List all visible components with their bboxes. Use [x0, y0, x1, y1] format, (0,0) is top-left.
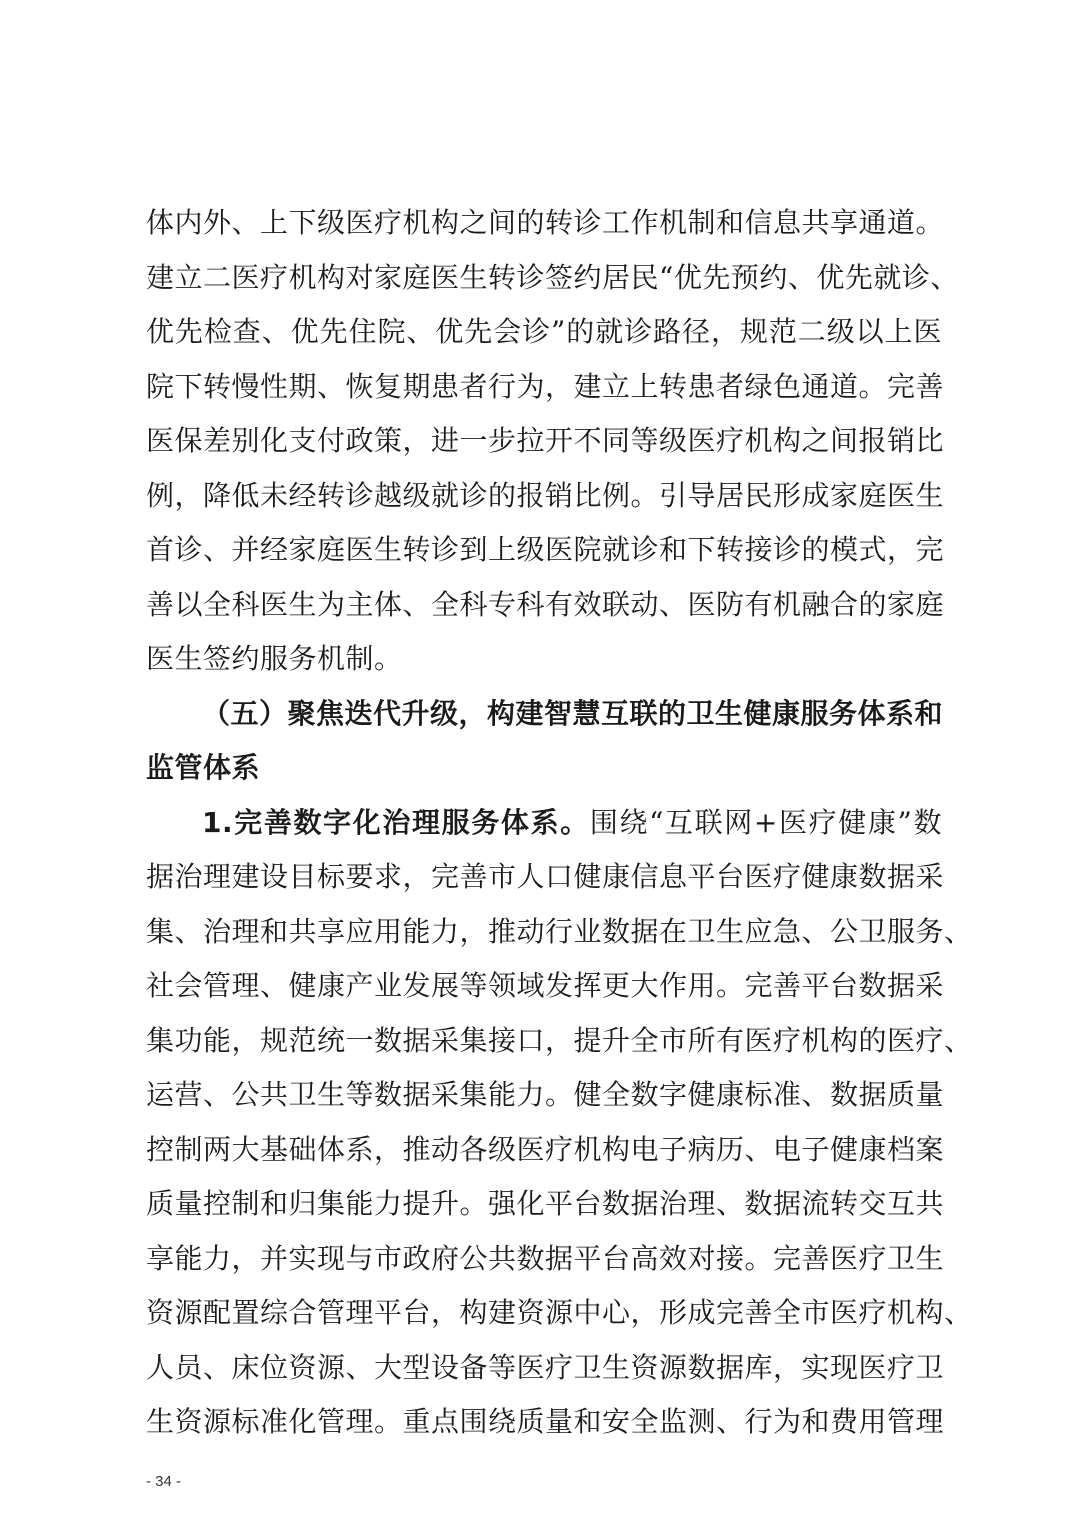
paragraph-line: 建立二医疗机构对家庭医生转诊签约居民“优先预约、优先就诊、 — [146, 260, 959, 294]
item-lead: 1.完善数字化治理服务体系。 — [202, 805, 590, 839]
paragraph-line: 质量控制和归集能力提升。强化平台数据治理、数据流转交互共 — [146, 1187, 945, 1220]
paragraph-line: 善以全科医生为主体、全科专科有效联动、医防有机融合的家庭 — [146, 587, 945, 621]
paragraph-line: 优先检查、优先住院、优先会诊”的就诊路径，规范二级以上医 — [146, 315, 942, 348]
paragraph-line: 运营、公共卫生等数据采集能力。健全数字健康标准、数据质量 — [146, 1078, 945, 1111]
paragraph-line: 社会管理、健康产业发展等领域发挥更大作用。完善平台数据采 — [146, 969, 945, 1002]
body-text — [146, 196, 973, 1450]
paragraph-line: 医生签约服务机制。 — [146, 642, 403, 675]
paragraph-line: 集、治理和共享应用能力，推动行业数据在卫生应急、公卫服务、 — [146, 914, 973, 948]
section-heading: 监管体系 — [146, 751, 261, 784]
section-heading: （五）聚焦迭代升级，构建智慧互联的卫生健康服务体系和 — [202, 696, 944, 730]
paragraph-line: 体内外、上下级医疗机构之间的转诊工作机制和信息共享通道。 — [146, 206, 945, 239]
paragraph-line: 人员、床位资源、大型设备等医疗卫生资源数据库，实现医疗卫 — [146, 1350, 945, 1384]
paragraph-line: 控制两大基础体系，推动各级医疗机构电子病历、电子健康档案 — [146, 1132, 945, 1166]
item-first-rest: 围绕“互联网+医疗健康”数 — [589, 805, 942, 839]
paragraph-line: 例，降低未经转诊越级就诊的报销比例。引导居民形成家庭医生 — [146, 478, 945, 512]
paragraph-line: 医保差别化支付政策，进一步拉开不同等级医疗机构之间报销比 — [146, 424, 945, 457]
paragraph-line: 享能力，并实现与市政府公共数据平台高效对接。完善医疗卫生 — [146, 1241, 945, 1275]
paragraph-line: 生资源标准化管理。重点围绕质量和安全监测、行为和费用管理 — [146, 1405, 945, 1438]
paragraph-line: 集功能，规范统一数据采集接口，提升全市所有医疗机构的医疗、 — [146, 1023, 973, 1057]
paragraph-line: 院下转慢性期、恢复期患者行为，建立上转患者绿色通道。完善 — [146, 369, 945, 403]
item-first-line — [146, 796, 942, 851]
paragraph-line: 据治理建设目标要求，完善市人口健康信息平台医疗健康数据采 — [146, 860, 945, 893]
paragraph-line: 资源配置综合管理平台，构建资源中心，形成完善全市医疗机构、 — [146, 1296, 973, 1329]
page-number: - 34 - — [146, 1473, 182, 1490]
paragraph-line: 首诊、并经家庭医生转诊到上级医院就诊和下转接诊的模式，完 — [146, 533, 945, 566]
